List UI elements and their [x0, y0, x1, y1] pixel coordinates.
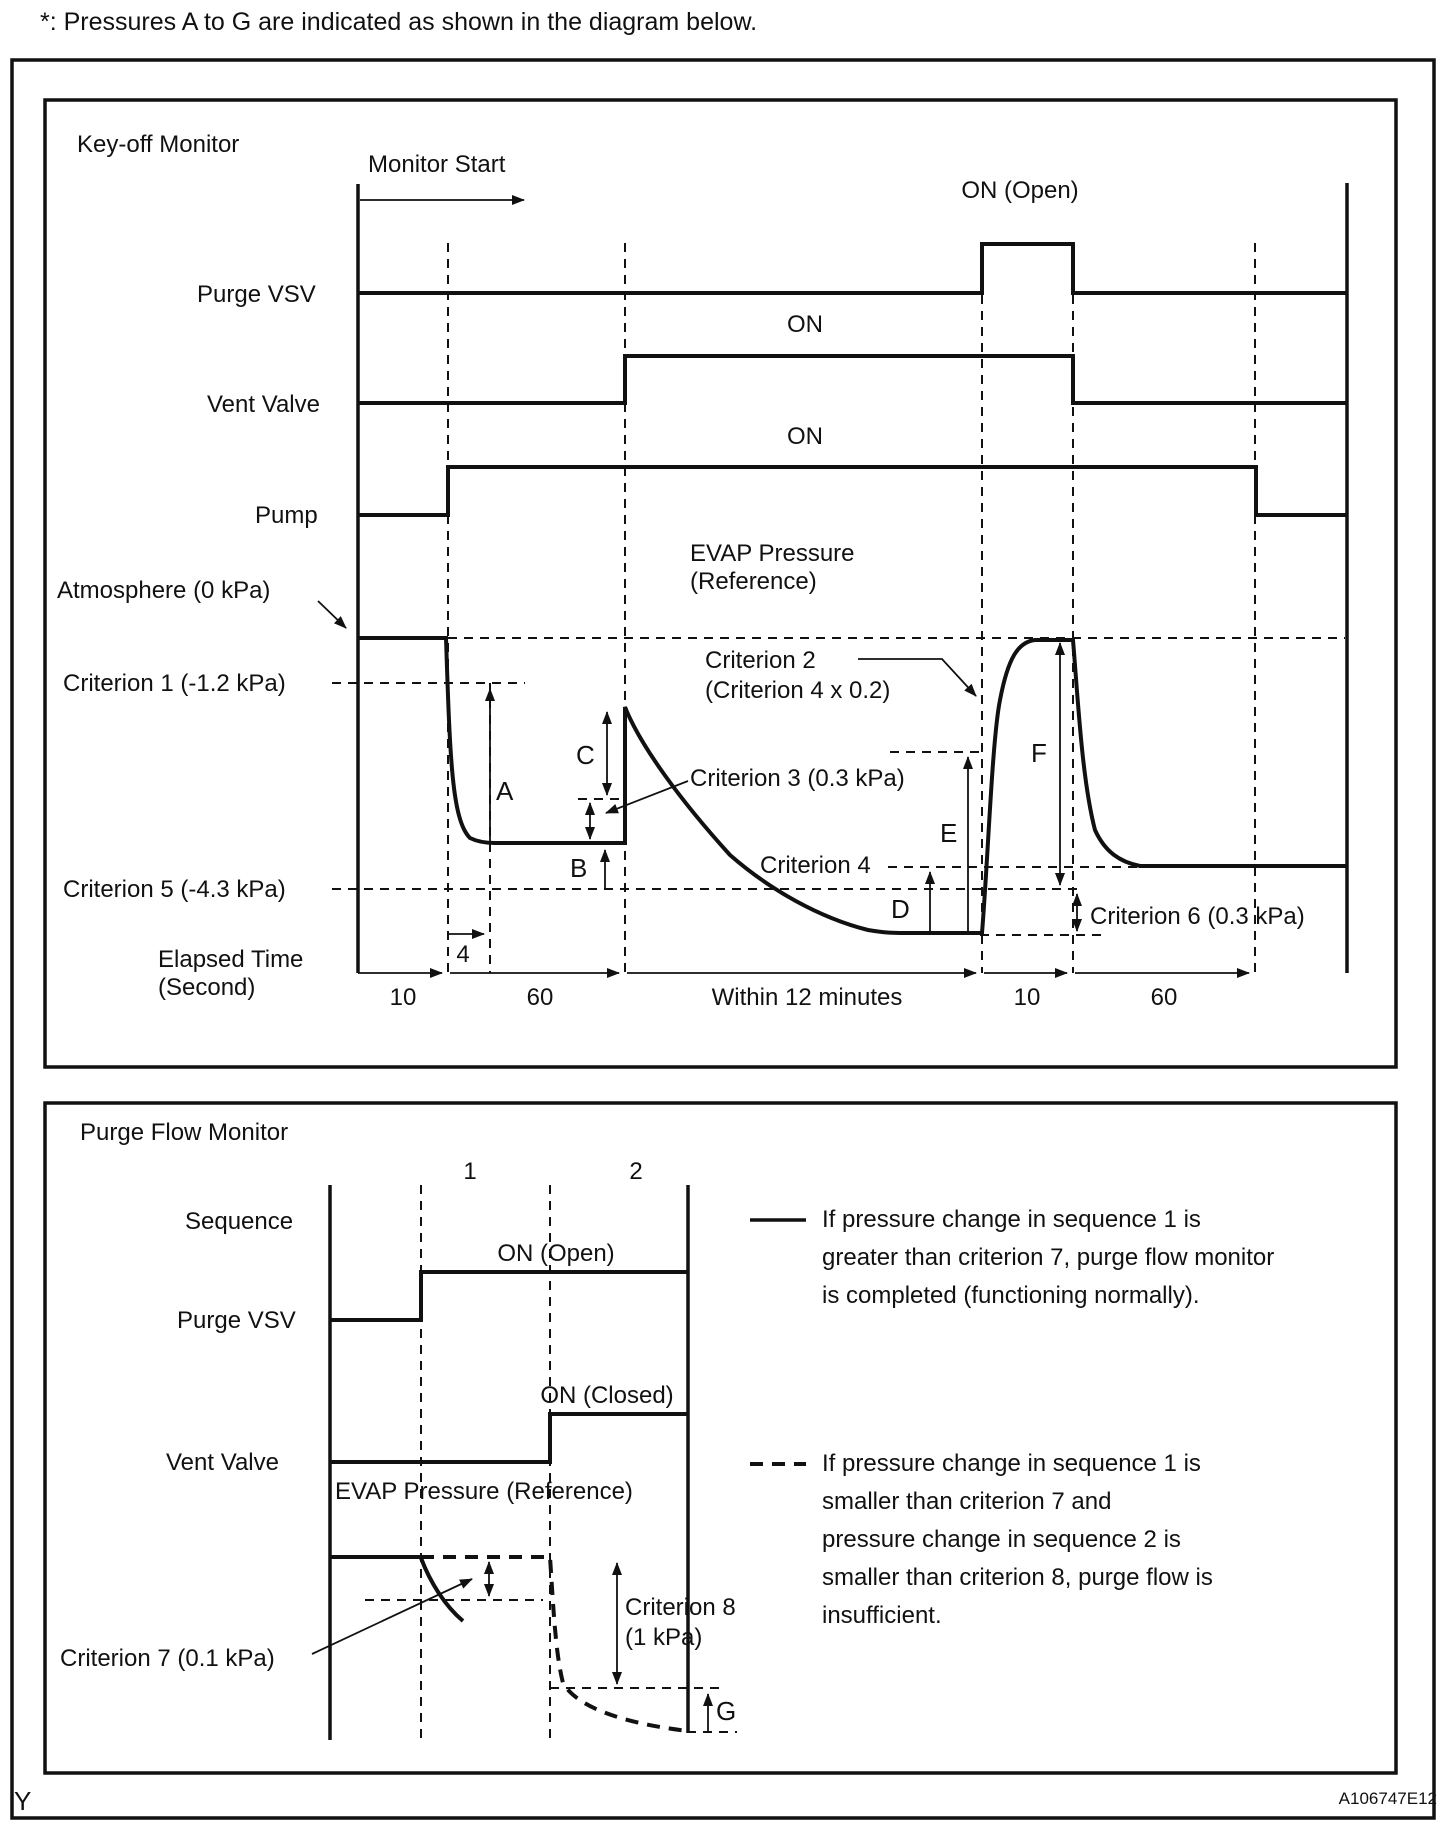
criterion1-label: Criterion 1 (-1.2 kPa) [63, 670, 286, 697]
legend-dashed-line2: smaller than criterion 7 and [822, 1488, 1112, 1515]
purgeflow-purge-vsv-signal [330, 1272, 688, 1320]
criterion6-label: Criterion 6 (0.3 kPa) [1090, 903, 1305, 930]
timeline-60b: 60 [1150, 984, 1178, 1011]
pressure-f-label: F [1031, 738, 1047, 768]
criterion8-label-line1: Criterion 8 [625, 1594, 736, 1621]
sequence-1-label: 1 [463, 1158, 477, 1185]
outer-frame [12, 60, 1434, 1818]
keyoff-pump-on-label: ON [787, 423, 823, 450]
keyoff-vent-valve-label: Vent Valve [207, 391, 320, 418]
keyoff-pump-label: Pump [255, 502, 318, 529]
footer-mark: Y [14, 1786, 32, 1816]
figure-code: A106747E12 [1338, 1789, 1437, 1808]
keyoff-purge-vsv-label: Purge VSV [197, 281, 316, 308]
purgeflow-vent-valve-signal [330, 1414, 688, 1462]
criterion8-label-line2: (1 kPa) [625, 1624, 703, 1651]
criterion7-label: Criterion 7 (0.1 kPa) [60, 1645, 275, 1672]
purgeflow-vent-valve-label: Vent Valve [166, 1449, 279, 1476]
legend-dashed-line1: If pressure change in sequence 1 is [822, 1450, 1201, 1477]
pressure-a-label: A [496, 776, 514, 806]
pressure-g-label: G [716, 1696, 737, 1726]
criterion3-label: Criterion 3 (0.3 kPa) [690, 765, 905, 792]
purgeflow-evap-ref-label: EVAP Pressure (Reference) [335, 1478, 633, 1505]
evap-pressure-label-line2: (Reference) [690, 568, 817, 595]
criterion2-label-line1: Criterion 2 [705, 647, 816, 674]
keyoff-title: Key-off Monitor [77, 131, 240, 158]
legend-dashed-line4: smaller than criterion 8, purge flow is [822, 1564, 1213, 1591]
keyoff-purge-vsv-signal [358, 244, 1347, 293]
criterion5-label: Criterion 5 (-4.3 kPa) [63, 876, 286, 903]
legend-solid-line1: If pressure change in sequence 1 is [822, 1206, 1201, 1233]
sequence-2-label: 2 [629, 1158, 643, 1185]
monitor-start-label: Monitor Start [368, 151, 506, 178]
purgeflow-on-open-label: ON (Open) [497, 1240, 615, 1267]
criterion4-label: Criterion 4 [760, 852, 871, 879]
timeline-10a: 10 [389, 984, 417, 1011]
purgeflow-title: Purge Flow Monitor [80, 1119, 289, 1146]
criterion2-label-line2: (Criterion 4 x 0.2) [705, 677, 891, 704]
legend-solid-line3: is completed (functioning normally). [822, 1282, 1200, 1309]
elapsed-time-label-line2: (Second) [158, 974, 256, 1001]
timeline-60a: 60 [526, 984, 554, 1011]
pressure-c-label: C [576, 740, 595, 770]
criterion3-pointer-arrow [606, 781, 688, 813]
timeline-10b: 10 [1013, 984, 1041, 1011]
timeline-4: 4 [456, 941, 470, 968]
legend-dashed-line3: pressure change in sequence 2 is [822, 1526, 1181, 1553]
elapsed-time-label-line1: Elapsed Time [158, 946, 304, 973]
pressure-d-label: D [891, 894, 910, 924]
timeline-12min: Within 12 minutes [711, 984, 903, 1011]
keyoff-vent-on-label: ON [787, 311, 823, 338]
atmosphere-label: Atmosphere (0 kPa) [57, 577, 271, 604]
purgeflow-normal-drop-curve [421, 1558, 463, 1621]
evap-pressure-label-line1: EVAP Pressure [690, 540, 855, 567]
atmosphere-pointer-arrow [318, 601, 346, 628]
page-note: *: Pressures A to G are indicated as shown in the diagram below. [40, 8, 758, 36]
keyoff-pump-signal [358, 467, 1347, 515]
pressure-e-label: E [940, 818, 958, 848]
purgeflow-panel-frame [45, 1103, 1396, 1773]
keyoff-on-open-label: ON (Open) [961, 177, 1079, 204]
purgeflow-purge-vsv-label: Purge VSV [177, 1307, 296, 1334]
keyoff-vent-valve-signal [358, 356, 1347, 403]
purgeflow-on-closed-label: ON (Closed) [540, 1382, 674, 1409]
pressure-b-label: B [570, 853, 588, 883]
criterion7-pointer-arrow [312, 1579, 472, 1654]
legend-dashed-line5: insufficient. [822, 1602, 942, 1629]
legend-solid-line2: greater than criterion 7, purge flow monitor [822, 1244, 1275, 1271]
sequence-label: Sequence [185, 1208, 294, 1235]
